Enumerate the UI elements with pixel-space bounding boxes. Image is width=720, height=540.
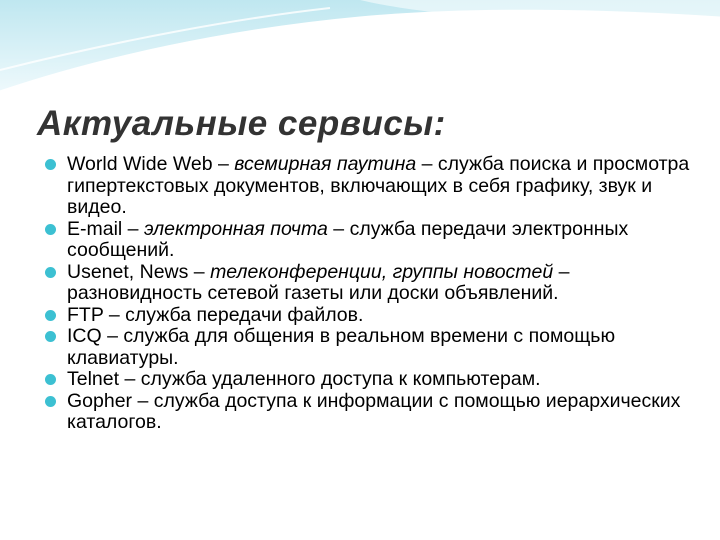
bullet-dot-icon (45, 331, 56, 342)
services-list (45, 154, 695, 434)
item-term: E-mail – (67, 217, 144, 240)
bullet-dot-icon (45, 396, 56, 407)
list-item-usenet (45, 262, 695, 305)
item-term: FTP – служба передачи файлов. (67, 303, 364, 326)
item-definition: электронная почта (143, 217, 328, 240)
bullet-dot-icon (45, 224, 56, 235)
bullet-dot-icon (45, 374, 56, 385)
list-item-email (45, 219, 695, 262)
list-item-www (45, 154, 695, 219)
item-description: – служба поиска и просмотра гипертекстовых документов, включающих в себя графику, звук и видео. (67, 153, 690, 218)
item-description: – служба передачи электронных сообщений. (67, 217, 629, 261)
page-title: Актуальные сервисы: (37, 104, 446, 143)
item-term: ICQ – служба для общения в реальном времени с помощью клавиатуры. (67, 325, 616, 369)
bullet-dot-icon (45, 310, 56, 321)
bullet-dot-icon (45, 267, 56, 278)
bullet-dot-icon (45, 159, 56, 170)
list-item-telnet (45, 369, 695, 391)
list-item-icq (45, 326, 695, 369)
item-definition: всемирная паутина (234, 153, 417, 175)
item-definition: телеконференции, группы новостей (210, 260, 554, 283)
header-wave-decoration (0, 0, 720, 110)
item-term: Gopher – служба доступа к информации с помощью иерархических каталогов. (67, 389, 681, 433)
item-term: World Wide Web – (67, 153, 235, 175)
item-term: Telnet – служба удаленного доступа к компьютерам. (67, 368, 541, 390)
item-description: – разновидность сетевой газеты или доски объявлений. (67, 260, 570, 304)
list-item-ftp (45, 305, 695, 327)
list-item-gopher (45, 391, 695, 434)
item-term: Usenet, News – (67, 260, 211, 283)
